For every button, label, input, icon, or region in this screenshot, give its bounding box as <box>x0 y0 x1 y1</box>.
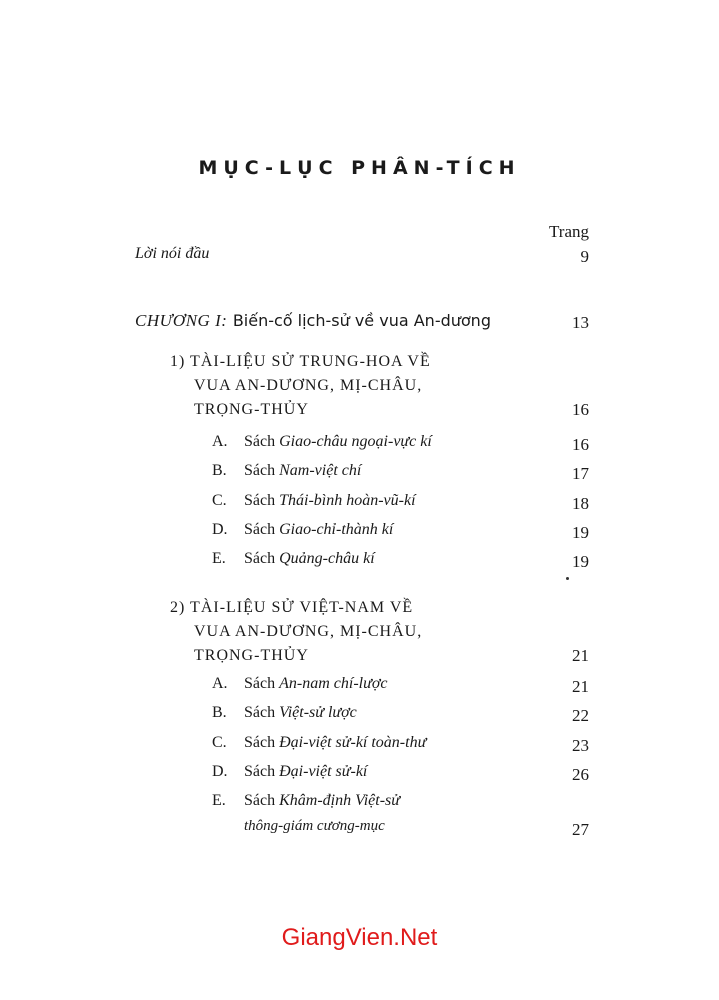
book-title: Giao-chỉ-thành kí <box>279 521 394 538</box>
chapter-page: 13 <box>572 313 589 332</box>
watermark-text: GiangVien.Net <box>281 924 438 951</box>
section-line: TRỌNG-THỦY <box>194 647 309 664</box>
page-title: MỤC-LỤC PHÂN-TÍCH <box>198 157 521 179</box>
toc-item: A. Sách Giao-châu ngoại-vực kí <box>212 433 432 450</box>
toc-item: D. Sách Giao-chỉ-thành kí <box>212 521 394 538</box>
book-title: Quảng-châu kí <box>279 550 375 567</box>
toc-item: C. Sách Thái-bình hoàn-vũ-kí <box>212 492 416 509</box>
item-page: 18 <box>572 494 589 513</box>
book-title: Việt-sử lược <box>279 704 357 721</box>
book-title: Giao-châu ngoại-vực kí <box>279 433 432 450</box>
page-column-header: Trang <box>549 222 589 241</box>
section-line: TÀI-LIỆU SỬ VIỆT-NAM VỀ <box>190 599 414 616</box>
item-page: 26 <box>572 765 589 784</box>
book-title: Đại-việt sử-kí toàn-thư <box>279 734 427 751</box>
item-page: 19 <box>572 552 589 571</box>
toc-intro-page: 9 <box>580 247 589 266</box>
chapter-label: CHƯƠNG I: <box>135 311 228 330</box>
book-title: Nam-việt chí <box>279 462 362 479</box>
item-page: 17 <box>572 464 589 483</box>
toc-item: A. Sách An-nam chí-lược <box>212 675 388 692</box>
toc-section <box>170 350 431 422</box>
section-line: VUA AN-DƯƠNG, MỊ-CHÂU, <box>194 377 423 394</box>
section-line: VUA AN-DƯƠNG, MỊ-CHÂU, <box>194 623 423 640</box>
item-page: 21 <box>572 677 589 696</box>
section-line: TÀI-LIỆU SỬ TRUNG-HOA VỀ <box>190 353 431 370</box>
book-title-continuation: thông-giám cương-mục <box>244 818 385 834</box>
toc-intro-label: Lời nói đầu <box>135 245 210 262</box>
item-page: 27 <box>572 820 589 839</box>
toc-item: E. Sách Khâm-định Việt-sử <box>212 792 400 809</box>
book-title: Thái-bình hoàn-vũ-kí <box>279 492 416 509</box>
toc-item: B. Sách Nam-việt chí <box>212 462 362 479</box>
book-title: Khâm-định Việt-sử <box>279 792 400 809</box>
chapter-name: Biến-cố lịch-sử về vua An-dương <box>232 311 491 330</box>
item-page: 22 <box>572 706 589 725</box>
section-page: 16 <box>572 400 589 419</box>
toc-section <box>170 596 422 668</box>
section-number: 1) <box>170 353 186 370</box>
toc-chapter <box>135 311 491 331</box>
item-page: 16 <box>572 435 589 454</box>
toc-item: E. Sách Quảng-châu kí <box>212 550 375 567</box>
toc-item: D. Sách Đại-việt sử-kí <box>212 763 368 780</box>
section-line: TRỌNG-THỦY <box>194 401 309 418</box>
print-speck <box>566 577 569 580</box>
section-page: 21 <box>572 646 589 665</box>
book-title: Đại-việt sử-kí <box>279 763 368 780</box>
item-page: 19 <box>572 523 589 542</box>
section-number: 2) <box>170 599 186 616</box>
item-page: 23 <box>572 736 589 755</box>
toc-item: C. Sách Đại-việt sử-kí toàn-thư <box>212 734 427 751</box>
toc-item: B. Sách Việt-sử lược <box>212 704 357 721</box>
book-title: An-nam chí-lược <box>279 675 388 692</box>
